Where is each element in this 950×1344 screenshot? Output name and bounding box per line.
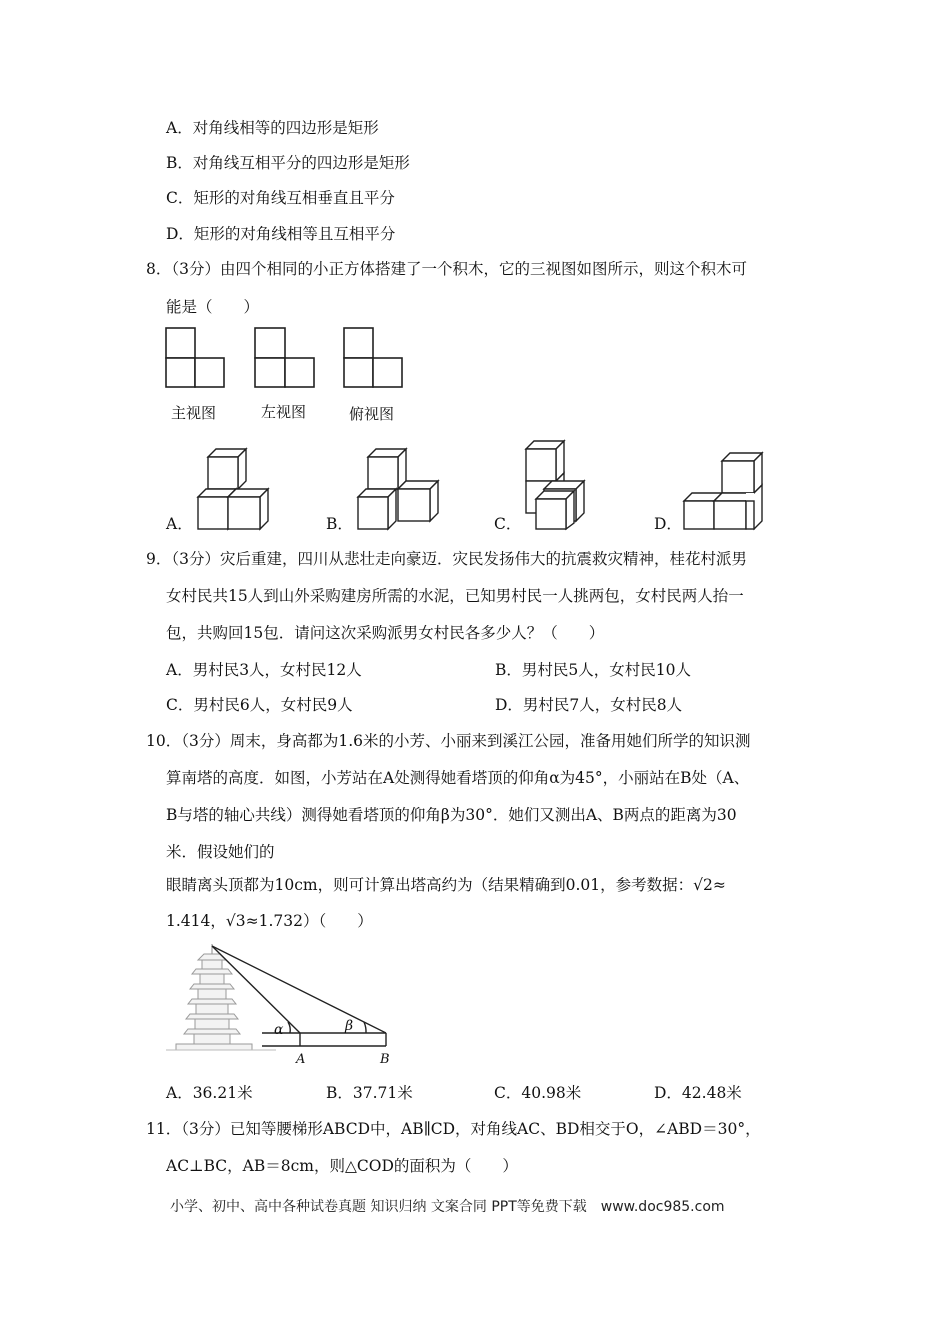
q10-option-c: C．40.98米 xyxy=(494,1084,582,1102)
beta-label: β xyxy=(345,1018,354,1034)
q9-stem-line3: 包，共购回15包．请问这次采购派男女村民各多少人？（ ） xyxy=(166,624,605,642)
q8-three-views-figure xyxy=(160,322,420,394)
q10-option-d: D．42.48米 xyxy=(654,1084,742,1102)
top-view-figure xyxy=(344,328,402,387)
point-a-label: A xyxy=(296,1052,306,1067)
q10-stem-line6: 1.414，√3≈1.732）（ ） xyxy=(166,912,373,930)
alpha-label: α xyxy=(274,1022,284,1038)
q9-option-b: B．男村民5人，女村民10人 xyxy=(495,661,691,679)
q9-option-a: A．男村民3人，女村民12人 xyxy=(166,661,362,679)
q10-option-b: B．37.71米 xyxy=(326,1084,413,1102)
top-view-caption: 俯视图 xyxy=(349,405,395,423)
q8-option-d-label: D． xyxy=(654,515,682,533)
q10-tower-figure xyxy=(166,942,406,1072)
q9-stem-line1: 9．（3分）灾后重建，四川从悲壮走向豪迈．灾民发扬伟大的抗震救灾精神，桂花村派男 xyxy=(146,550,747,568)
q9-stem-line2: 女村民共15人到山外采购建房所需的水泥，已知男村民一人挑两包，女村民两人抬一 xyxy=(166,587,744,605)
q8-option-b-figure xyxy=(350,440,450,535)
q8-option-c-label: C． xyxy=(494,515,522,533)
q8-option-a-label: A． xyxy=(166,515,193,533)
left-view-caption: 左视图 xyxy=(261,403,307,421)
q8-stem-line1: 8．（3分）由四个相同的小正方体搭建了一个积木，它的三视图如图所示，则这个积木可 xyxy=(146,260,747,278)
q7-option-d: D．矩形的对角线相等且互相平分 xyxy=(166,225,396,243)
footer-promo-text: 小学、初中、高中各种试卷真题 知识归纳 文案合同 PPT等免费下载 www.doc985.com xyxy=(170,1199,725,1215)
point-b-label: B xyxy=(380,1052,390,1067)
front-view-caption: 主视图 xyxy=(171,404,217,422)
q10-stem-line1: 10．（3分）周末，身高都为1.6米的小芳、小丽来到溪江公园，准备用她们所学的知识测 xyxy=(146,732,751,750)
q7-option-a: A．对角线相等的四边形是矩形 xyxy=(166,119,379,137)
q10-stem-line2: 算南塔的高度．如图，小芳站在A处测得她看塔顶的仰角α为45°，小丽站在B处（A、 xyxy=(166,769,750,787)
q8-option-d-figure xyxy=(676,444,776,534)
q10-stem-line4: 米．假设她们的 xyxy=(166,843,275,861)
front-view-figure xyxy=(166,328,224,387)
q10-stem-line5: 眼睛离头顶都为10cm，则可计算出塔高约为（结果精确到0.01，参考数据：√2≈ xyxy=(166,876,726,894)
q8-stem-line2: 能是（ ） xyxy=(166,298,260,316)
q7-option-c: C．矩形的对角线互相垂直且平分 xyxy=(166,189,395,207)
q9-option-d: D．男村民7人，女村民8人 xyxy=(495,696,683,714)
q8-option-c-figure xyxy=(518,432,618,537)
q11-stem-line1: 11．（3分）已知等腰梯形ABCD中，AB∥CD，对角线AC、BD相交于O，∠ABD＝30°， xyxy=(146,1120,761,1138)
q9-option-c: C．男村民6人，女村民9人 xyxy=(166,696,353,714)
q11-stem-line2: AC⊥BC，AB＝8cm，则△COD的面积为（ ） xyxy=(166,1157,518,1175)
q10-stem-line3: B与塔的轴心共线）测得她看塔顶的仰角β为30°．她们又测出A、B两点的距离为30 xyxy=(166,806,737,824)
q8-option-a-figure xyxy=(190,440,290,535)
q7-option-b: B．对角线互相平分的四边形是矩形 xyxy=(166,154,410,172)
q8-option-b-label: B． xyxy=(326,515,353,533)
q10-option-a: A．36.21米 xyxy=(166,1084,253,1102)
left-view-figure xyxy=(255,328,314,387)
